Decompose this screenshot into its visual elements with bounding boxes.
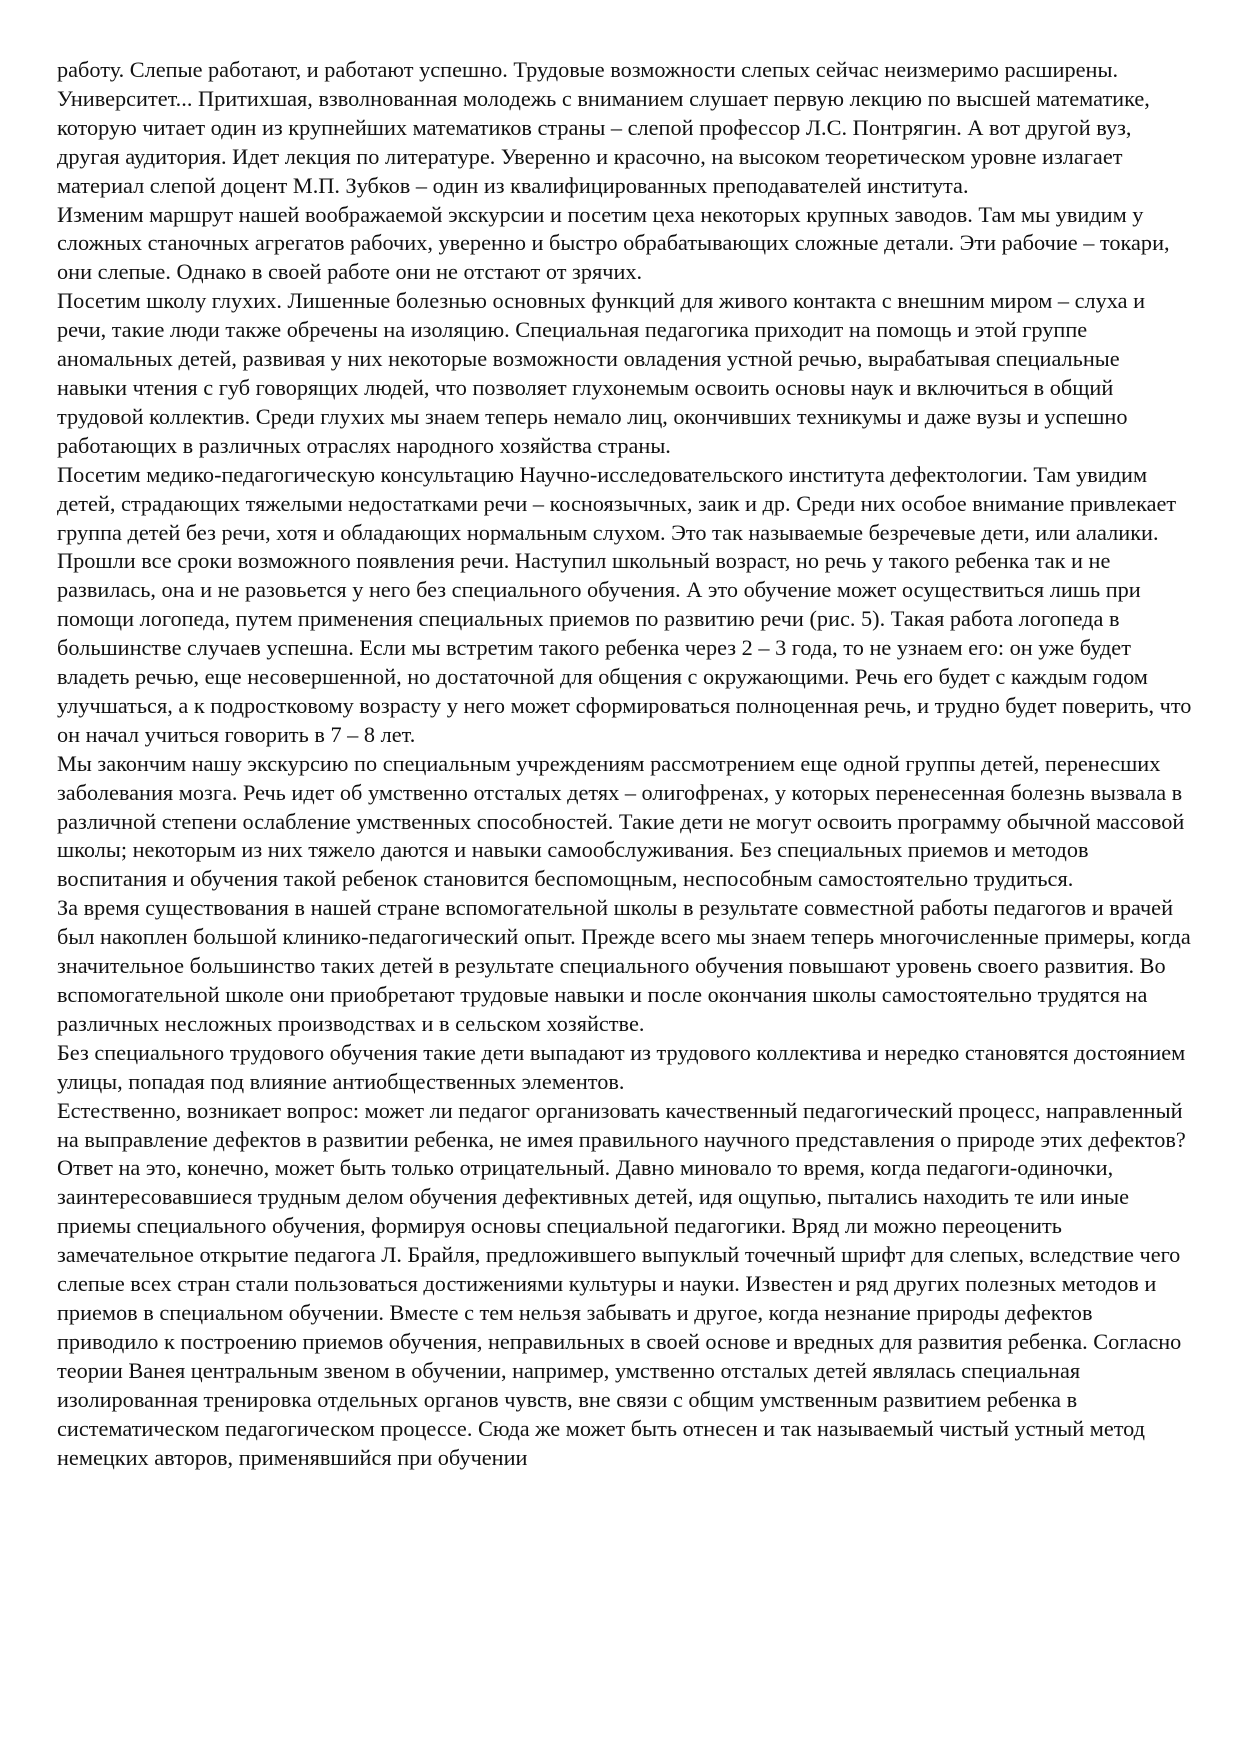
paragraph-blind-work: работу. Слепые работают, и работают успешно. Трудовые возможности слепых сейчас неизмеримо расширены. bbox=[57, 57, 1119, 82]
paragraph-deaf-school: Посетим школу глухих. Лишенные болезнью основных функций для живого контакта с внешним миром – слуха и речи, такие люди также обречены на изоляцию. Специальная педагогика приходит на помощь и этой группе аномальных детей, развивая у них некоторые возможности овладения устной речью, вырабатывая специальные навыки чтения с губ говорящих людей, что позволяет глухонемым освоить основы наук и включиться в общий трудовой коллектив. Среди глухих мы знаем теперь немало лиц, окончивших техникумы и даже вузы и успешно работающих в различных отраслях народного хозяйства страны. bbox=[57, 288, 1146, 458]
document-page bbox=[57, 56, 1192, 1472]
paragraph-labor-training: Без специального трудового обучения такие дети выпадают из трудового коллектива и нередко становятся достоянием улицы, попадая под влияние антиобщественных элементов. bbox=[57, 1039, 1186, 1094]
paragraph-factory: Изменим маршрут нашей воображаемой экскурсии и посетим цеха некоторых крупных заводов. Там мы увидим у сложных станочных агрегатов рабочих, уверенно и быстро обрабатывающих сложные детали. Эти рабочие – токари, они слепые. Однако в своей работе они не отстают от зрячих. bbox=[57, 201, 1170, 285]
paragraph-pedagogy-question: Естественно, возникает вопрос: может ли педагог организовать качественный педагогический процесс, направленный на выправление дефектов в развитии ребенка, не имея правильного научного представления о природе этих дефектов? Ответ на это, конечно, может быть только отрицательный. Давно миновало то время, когда педагоги-одиночки, заинтересовавшиеся трудным делом обучения дефективных детей, идя ощупью, пытались находить те или иные приемы специального обучения, формируя основы специальной педагогики. Вряд ли можно переоценить замечательное открытие педагога Л. Брайля, предложившего выпуклый точечный шрифт для слепых, вследствие чего слепые всех стран стали пользоваться достижениями культуры и науки. Известен и ряд других полезных методов и приемов в специальном обучении. Вместе с тем нельзя забывать и другое, когда незнание природы дефектов приводило к построению приемов обучения, неправильных в своей основе и вредных для развития ребенка. Согласно теории Ванея центральным звеном в обучении, например, умственно отсталых детей являлась специальная изолированная тренировка отдельных органов чувств, вне связи с общим умственным развитием ребенка в систематическом педагогическом процессе. Сюда же может быть отнесен и так называемый чистый устный метод немецких авторов, применявшийся при обучении bbox=[57, 1097, 1186, 1470]
paragraph-speech-consultation: Посетим медико-педагогическую консультацию Научно-исследовательского института дефектологии. Там увидим детей, страдающих тяжелыми недостатками речи – косноязычных, заик и др. Среди них особое внимание привлекает группа детей без речи, хотя и обладающих нормальным слухом. Это так называемые безречевые дети, или алалики. Прошли все сроки возможного появления речи. Наступил школьный возраст, но речь у такого ребенка так и не развилась, она и не разовьется у него без специального обучения. А это обучение может осуществиться лишь при помощи логопеда, путем применения специальных приемов по развитию речи (рис. 5). Такая работа логопеда в большинстве случаев успешна. Если мы встретим такого ребенка через 2 – 3 года, то не узнаем его: он уже будет владеть речью, еще несовершенной, но достаточной для общения с окружающими. Речь его будет с каждым годом улучшаться, а к подростковому возрасту у него может сформироваться полноценная речь, и трудно будет поверить, что он начал учиться говорить в 7 – 8 лет. bbox=[57, 461, 1192, 747]
paragraph-auxiliary-school: За время существования в нашей стране вспомогательной школы в результате совместной работы педагогов и врачей был накоплен большой клинико-педагогический опыт. Прежде всего мы знаем теперь многочисленные примеры, когда значительное большинство таких детей в результате специального обучения повышают уровень своего развития. Во вспомогательной школе они приобретают трудовые навыки и после окончания школы самостоятельно трудятся на различных несложных производствах и в сельском хозяйстве. bbox=[57, 895, 1191, 1036]
paragraph-oligophrenia: Мы закончим нашу экскурсию по специальным учреждениям рассмотрением еще одной группы детей, перенесших заболевания мозга. Речь идет об умственно отсталых детях – олигофренах, у которых перенесенная болезнь вызвала в различной степени ослабление умственных способностей. Такие дети не могут освоить программу обычной массовой школы; некоторым из них тяжело даются и навыки самообслуживания. Без специальных приемов и методов воспитания и обучения такой ребенок становится беспомощным, неспособным самостоятельно трудиться. bbox=[57, 750, 1185, 892]
paragraph-university: Университет... Притихшая, взволнованная молодежь с вниманием слушает первую лекцию по высшей математике, которую читает один из крупнейших математиков страны – слепой профессор Л.С. Понтрягин. А вот другой вуз, другая аудитория. Идет лекция по литературе. Уверенно и красочно, на высоком теоретическом уровне излагает материал слепой доцент М.П. Зубков – один из квалифицированных преподавателей института. bbox=[57, 85, 1150, 198]
